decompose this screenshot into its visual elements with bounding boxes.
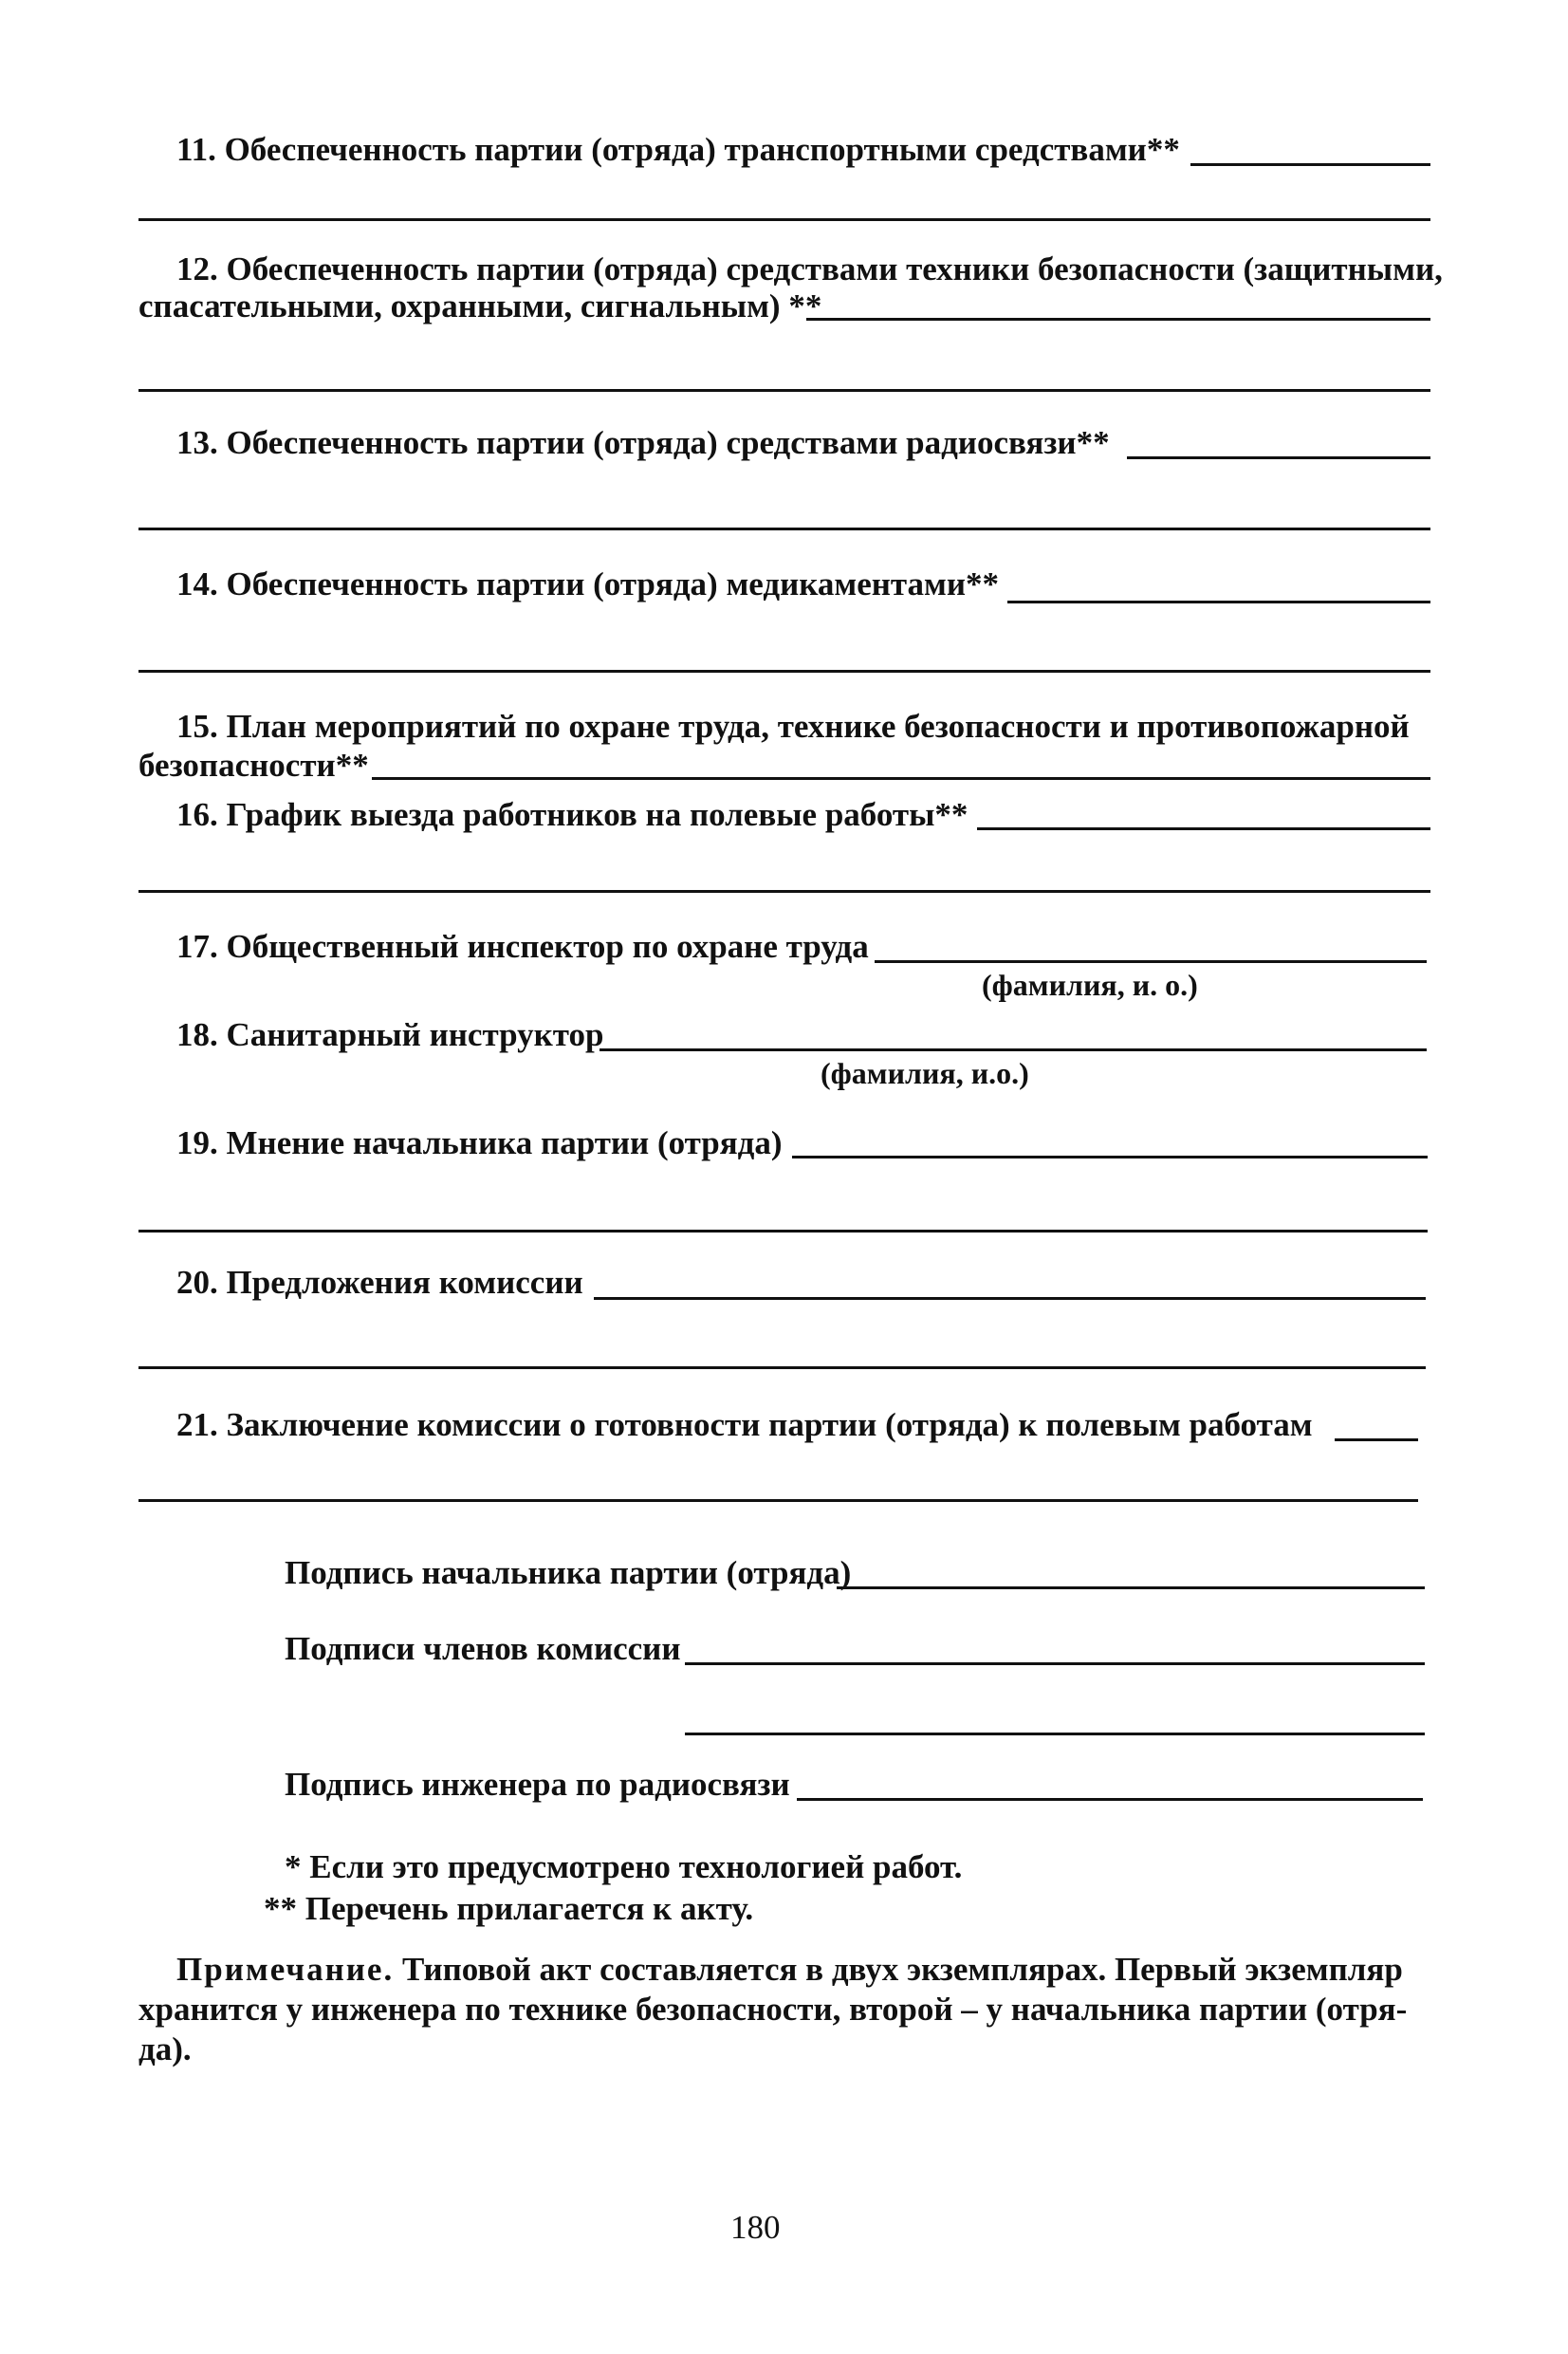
item-17-caption: (фамилия, и. о.) [982,968,1198,1002]
item-15-field[interactable] [372,777,1430,780]
signature-radio-engineer-label: Подпись инженера по радиосвязи [285,1766,790,1803]
item-20-label: 20. Предложения комиссии [176,1264,583,1301]
signature-members-field-2[interactable] [685,1733,1425,1735]
item-16-field-line-2[interactable] [138,890,1430,893]
item-18-field[interactable] [600,1048,1427,1051]
item-21-field[interactable] [1335,1438,1418,1441]
item-17-field[interactable] [875,960,1427,963]
item-21-field-line-2[interactable] [138,1499,1418,1502]
item-21-label: 21. Заключение комиссии о готовности партии (отряда) к полевым работам [176,1406,1313,1443]
item-12-label-line-1: 12. Обеспеченность партии (отряда) средствами техники безопасности (защитными, [176,250,1443,287]
item-11-field-line-2[interactable] [138,218,1430,221]
item-13-field[interactable] [1127,456,1430,459]
item-13-label: 13. Обеспеченность партии (отряда) средствами радиосвязи** [176,424,1110,461]
item-16-label: 16. График выезда работников на полевые работы** [176,796,968,833]
item-12-field-line-2[interactable] [138,389,1430,392]
item-17-label: 17. Общественный инспектор по охране труда [176,928,869,965]
note-line-1 [176,1953,1403,1986]
item-12-field[interactable] [806,318,1430,321]
item-11-field[interactable] [1190,163,1430,166]
note-line-3: да). [138,2030,192,2067]
signature-chief-label: Подпись начальника партии (отряда) [285,1554,852,1591]
item-14-field[interactable] [1007,601,1430,603]
item-18-caption: (фамилия, и.о.) [821,1056,1029,1090]
item-14-field-line-2[interactable] [138,670,1430,673]
item-19-field-line-2[interactable] [138,1230,1428,1233]
page-number: 180 [730,2209,781,2246]
item-15-label-line-1: 15. План мероприятий по охране труда, технике безопасности и противопожарной [176,708,1410,745]
item-20-field[interactable] [594,1297,1426,1300]
note-line-2: хранится у инженера по технике безопасности, второй – у начальника партии (отря- [138,1991,1408,2028]
item-14-label: 14. Обеспеченность партии (отряда) медикаментами** [176,565,1000,602]
item-15-label-line-2: безопасности** [138,747,369,784]
note-label: Примечание. [176,1951,395,1988]
item-20-field-line-2[interactable] [138,1366,1426,1369]
item-11-label: 11. Обеспеченность партии (отряда) транспортными средствами** [176,131,1180,168]
item-12-label-line-2: спасательными, охранными, сигнальным) ** [138,287,822,324]
item-13-field-line-2[interactable] [138,528,1430,530]
signature-radio-engineer-field[interactable] [797,1798,1423,1801]
item-19-label: 19. Мнение начальника партии (отряда) [176,1124,783,1161]
signature-members-field-1[interactable] [685,1662,1425,1665]
signature-members-label: Подписи членов комиссии [285,1630,681,1667]
item-16-field[interactable] [977,827,1430,830]
footnote-two-star: ** Перечень прилагается к акту. [264,1890,754,1927]
signature-chief-field[interactable] [837,1586,1425,1589]
item-19-field[interactable] [792,1156,1428,1158]
note-text-line-1: Типовой акт составляется в двух экземплярах. Первый экземпляр [401,1951,1403,1988]
footnote-one-star: * Если это предусмотрено технологией работ. [285,1848,963,1885]
item-18-label: 18. Санитарный инструктор [176,1016,604,1053]
